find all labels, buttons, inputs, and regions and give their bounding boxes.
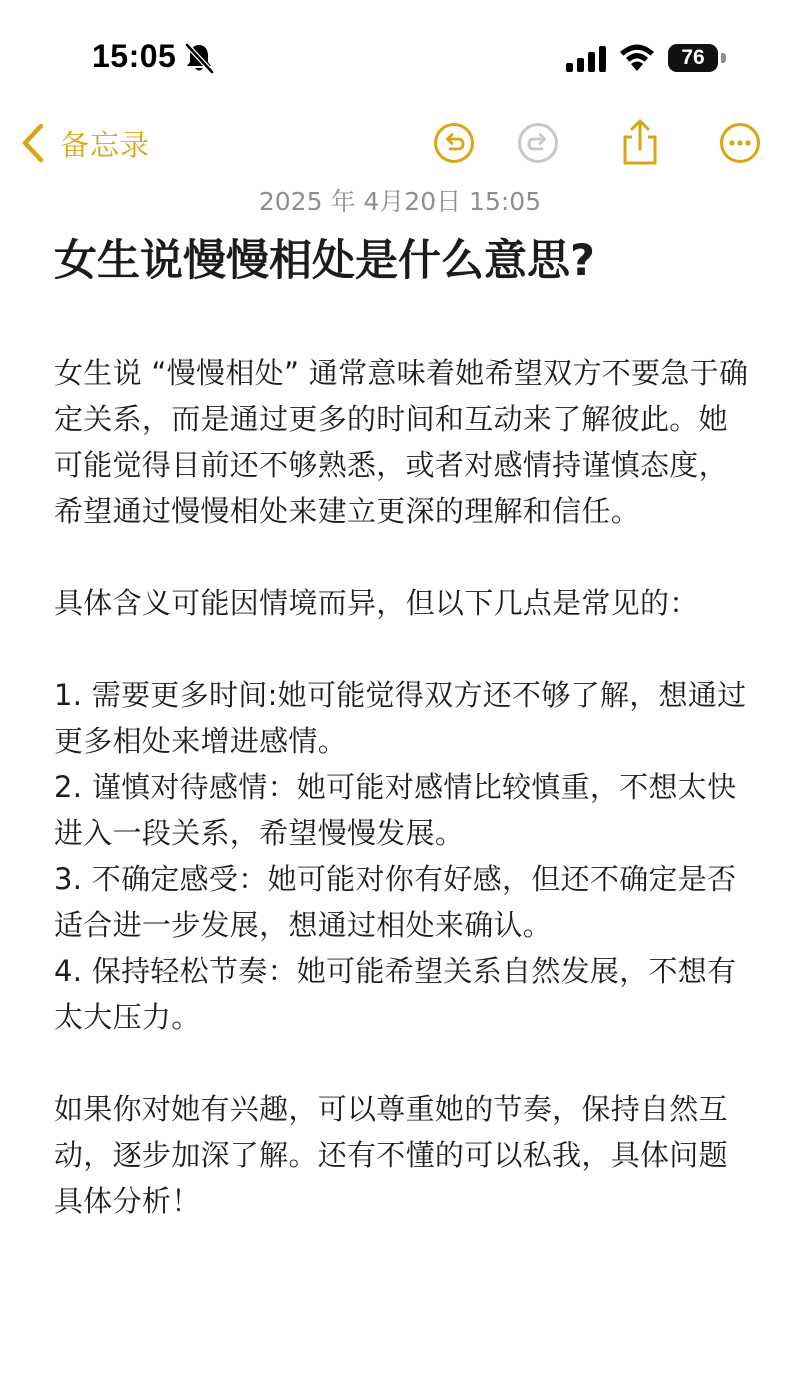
note-paragraph-intro: 女生说 “慢慢相处” 通常意味着她希望双方不要急于确定关系，而是通过更多的时间和互动来了解彼此。她可能觉得目前还不够熟悉，或者对感情持谨慎态度，希望通过慢慢相处来建立更深的理解和信任。: [54, 356, 749, 528]
cellular-signal-icon: [566, 46, 608, 72]
note-list-item: 3. 不确定感受：她可能对你有好感，但还不确定是否适合进一步发展，想通过相处来确认。: [54, 862, 737, 942]
bell-slash-icon: [184, 42, 214, 74]
note-title[interactable]: 女生说慢慢相处是什么意思?: [54, 236, 595, 286]
note-list-item: 1. 需要更多时间:她可能觉得双方还不够了解，想通过更多相处来增进感情。: [54, 678, 747, 758]
note-paragraph-closing: 如果你对她有兴趣，可以尊重她的节奏，保持自然互动，逐步加深了解。还有不懂的可以私我，具体问题具体分析！: [54, 1092, 728, 1218]
battery-icon: [668, 44, 728, 72]
status-time: 15:05: [92, 38, 177, 74]
blank-line: [54, 626, 754, 672]
back-label: 备忘录: [60, 127, 151, 162]
share-icon[interactable]: [619, 118, 661, 166]
blank-line: [54, 534, 754, 580]
battery-level: 76: [668, 44, 718, 72]
more-icon[interactable]: [719, 122, 761, 164]
chevron-left-icon: [20, 123, 46, 163]
note-list-item: 4. 保持轻松节奏：她可能希望关系自然发展，不想有太大压力。: [54, 954, 737, 1034]
back-button[interactable]: [20, 120, 150, 166]
note-list-item: 2. 谨慎对待感情：她可能对感情比较慎重，不想太快进入一段关系，希望慢慢发展。: [54, 770, 737, 850]
blank-line: [54, 1040, 754, 1086]
wifi-icon: [619, 43, 655, 73]
note-date: 2025 年 4月20日 15:05: [258, 187, 542, 216]
note-body[interactable]: [54, 350, 754, 1224]
undo-icon[interactable]: [433, 122, 475, 164]
status-bar: [0, 0, 800, 110]
battery-cap: [721, 53, 726, 63]
nav-bar: [0, 112, 800, 174]
note-paragraph-lead: 具体含义可能因情境而异，但以下几点是常见的：: [54, 586, 699, 620]
redo-icon[interactable]: [517, 122, 559, 164]
